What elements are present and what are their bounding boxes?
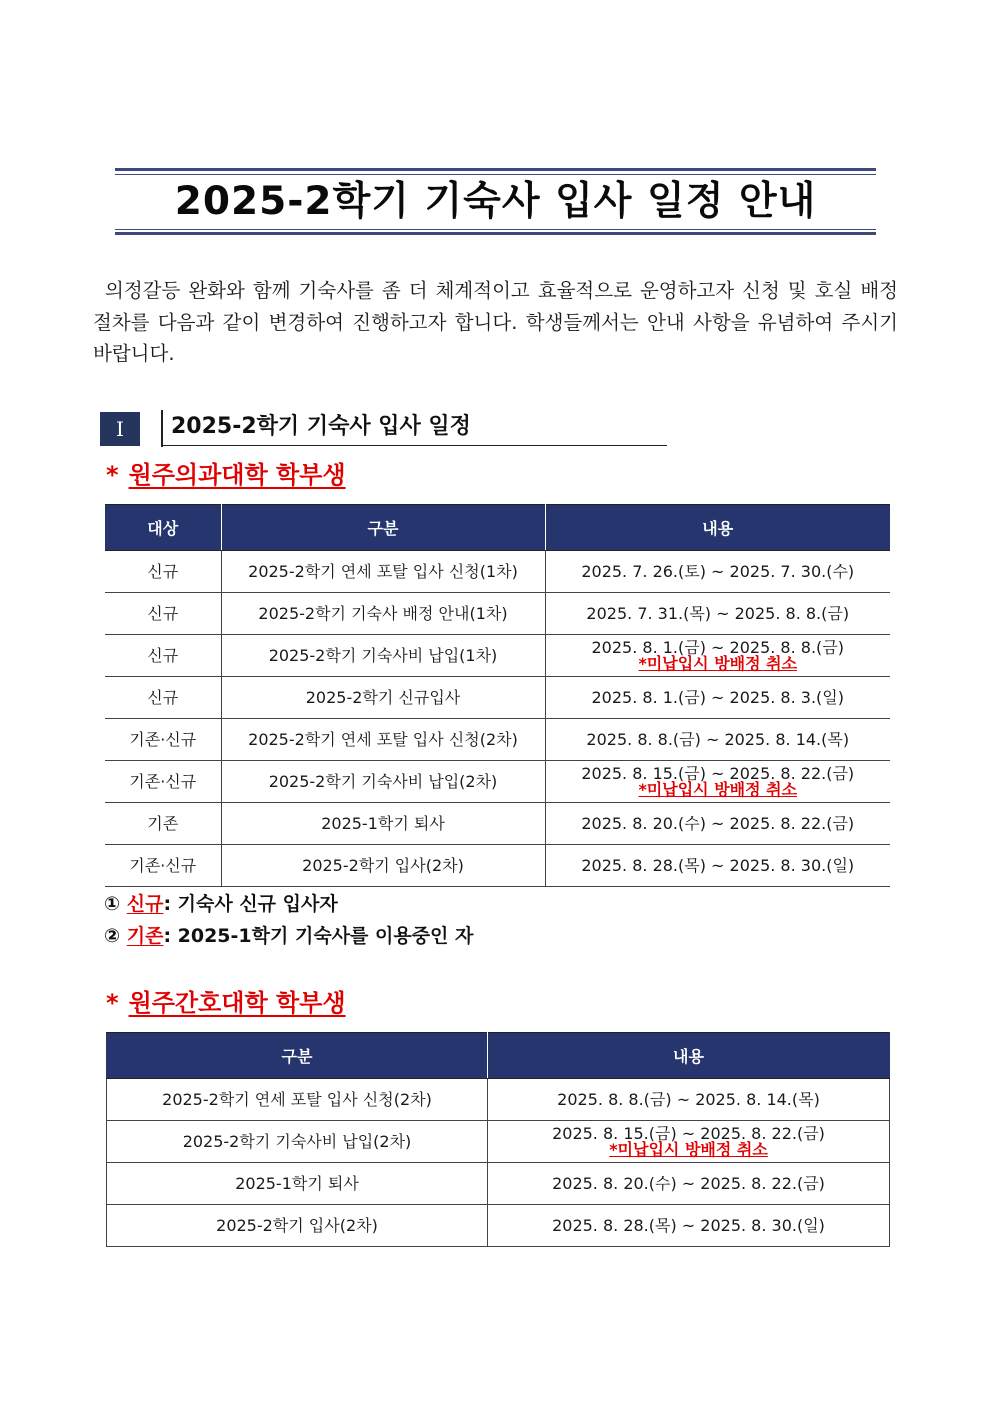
definition-key: 신규 (126, 893, 164, 915)
cell-period (545, 845, 890, 887)
table-row (107, 1121, 890, 1163)
section-divider (161, 410, 163, 447)
cell-period (545, 635, 890, 677)
cell-target: 기존·신규 (105, 719, 221, 761)
cell-period (545, 677, 890, 719)
section-title: 2025-2학기 기숙사 입사 일정 (171, 414, 471, 439)
definition-text: : 기숙사 신규 입사자 (163, 893, 338, 915)
period-text: 2025. 8. 1.(금) ~ 2025. 8. 3.(일) (591, 688, 844, 707)
table-header-row (107, 1033, 890, 1079)
section-number: Ⅰ (100, 412, 140, 446)
cell-period (488, 1079, 890, 1121)
cell-period (545, 593, 890, 635)
cell-period (545, 719, 890, 761)
period-text: 2025. 8. 28.(목) ~ 2025. 8. 30.(일) (581, 856, 855, 875)
period-text: 2025. 7. 31.(목) ~ 2025. 8. 8.(금) (586, 604, 850, 623)
table-header-row (105, 505, 890, 551)
header-category: 구분 (107, 1033, 488, 1079)
cell-category: 2025-2학기 연세 포탈 입사 신청(2차) (107, 1079, 488, 1121)
period-text: 2025. 8. 1.(금) ~ 2025. 8. 8.(금) (591, 638, 844, 657)
unpaid-cancel-note: *미납입시 방배정 취소 (638, 654, 798, 673)
unpaid-cancel-note: *미납입시 방배정 취소 (638, 780, 798, 799)
cell-target: 기존 (105, 803, 221, 845)
cell-target: 신규 (105, 635, 221, 677)
cell-period (488, 1205, 890, 1247)
table-row (105, 593, 890, 635)
section-underline (161, 445, 667, 446)
title-block (115, 168, 876, 236)
table-row (105, 635, 890, 677)
cell-target: 기존·신규 (105, 761, 221, 803)
unpaid-cancel-note: *미납입시 방배정 취소 (609, 1140, 768, 1159)
table-row (105, 551, 890, 593)
title-rule-bottom-thin (115, 229, 876, 230)
period-text: 2025. 8. 8.(금) ~ 2025. 8. 14.(목) (557, 1090, 820, 1109)
cell-category: 2025-2학기 기숙사 배정 안내(1차) (221, 593, 545, 635)
table-row (105, 845, 890, 887)
cell-period (488, 1121, 890, 1163)
title-rule-top-thin (115, 174, 876, 175)
header-target: 대상 (105, 505, 221, 551)
title-rule-top (115, 168, 876, 171)
header-content: 내용 (545, 505, 890, 551)
header-content: 내용 (488, 1033, 890, 1079)
period-text: 2025. 8. 8.(금) ~ 2025. 8. 14.(목) (586, 730, 850, 749)
cell-category: 2025-2학기 입사(2차) (221, 845, 545, 887)
table-row (107, 1079, 890, 1121)
cell-period (545, 803, 890, 845)
table-row (107, 1205, 890, 1247)
header-category: 구분 (221, 505, 545, 551)
cell-category: 2025-2학기 기숙사비 납입(1차) (221, 635, 545, 677)
cell-period (545, 551, 890, 593)
medical-heading-text: 원주의과대학 학부생 (128, 461, 346, 489)
medical-schedule-table (105, 504, 890, 887)
table-row (107, 1163, 890, 1205)
cell-category: 2025-1학기 퇴사 (107, 1163, 488, 1205)
table-row (105, 677, 890, 719)
page-title: 2025-2학기 기숙사 입사 일정 안내 (174, 179, 817, 224)
definition-mark: ② (104, 925, 121, 947)
table-row (105, 761, 890, 803)
title-rule-bottom (115, 232, 876, 235)
definition-new (104, 889, 338, 919)
table-row (105, 719, 890, 761)
period-text: 2025. 7. 26.(토) ~ 2025. 7. 30.(수) (581, 562, 855, 581)
cell-category: 2025-2학기 연세 포탈 입사 신청(1차) (221, 551, 545, 593)
cell-category: 2025-1학기 퇴사 (221, 803, 545, 845)
nursing-heading-star: * (106, 989, 119, 1017)
period-text: 2025. 8. 20.(수) ~ 2025. 8. 22.(금) (581, 814, 855, 833)
intro-paragraph: 의정갈등 완화와 함께 기숙사를 좀 더 체계적이고 효율적으로 운영하고자 신청 및 호실 배정 절차를 다음과 같이 변경하여 진행하고자 합니다. 학생들께서는 안내 사항을 유념하여 주시기 바랍니다. (93, 279, 898, 365)
period-text: 2025. 8. 15.(금) ~ 2025. 8. 22.(금) (581, 764, 855, 783)
period-text: 2025. 8. 15.(금) ~ 2025. 8. 22.(금) (552, 1124, 825, 1143)
definition-existing (104, 921, 473, 951)
nursing-schedule-table (106, 1032, 890, 1247)
cell-target: 신규 (105, 593, 221, 635)
definition-mark: ① (104, 893, 121, 915)
cell-category: 2025-2학기 기숙사비 납입(2차) (107, 1121, 488, 1163)
definition-key: 기존 (126, 925, 164, 947)
cell-category: 2025-2학기 기숙사비 납입(2차) (221, 761, 545, 803)
nursing-heading-text: 원주간호대학 학부생 (128, 989, 346, 1017)
nursing-heading (106, 986, 346, 1020)
cell-target: 기존·신규 (105, 845, 221, 887)
medical-heading-star: * (106, 461, 119, 489)
period-text: 2025. 8. 28.(목) ~ 2025. 8. 30.(일) (552, 1216, 825, 1235)
medical-heading (106, 458, 346, 492)
cell-target: 신규 (105, 677, 221, 719)
cell-target: 신규 (105, 551, 221, 593)
cell-period (545, 761, 890, 803)
cell-category: 2025-2학기 입사(2차) (107, 1205, 488, 1247)
table-row (105, 803, 890, 845)
cell-category: 2025-2학기 연세 포탈 입사 신청(2차) (221, 719, 545, 761)
cell-period (488, 1163, 890, 1205)
definition-text: : 2025-1학기 기숙사를 이용중인 자 (163, 925, 474, 947)
cell-category: 2025-2학기 신규입사 (221, 677, 545, 719)
period-text: 2025. 8. 20.(수) ~ 2025. 8. 22.(금) (552, 1174, 825, 1193)
